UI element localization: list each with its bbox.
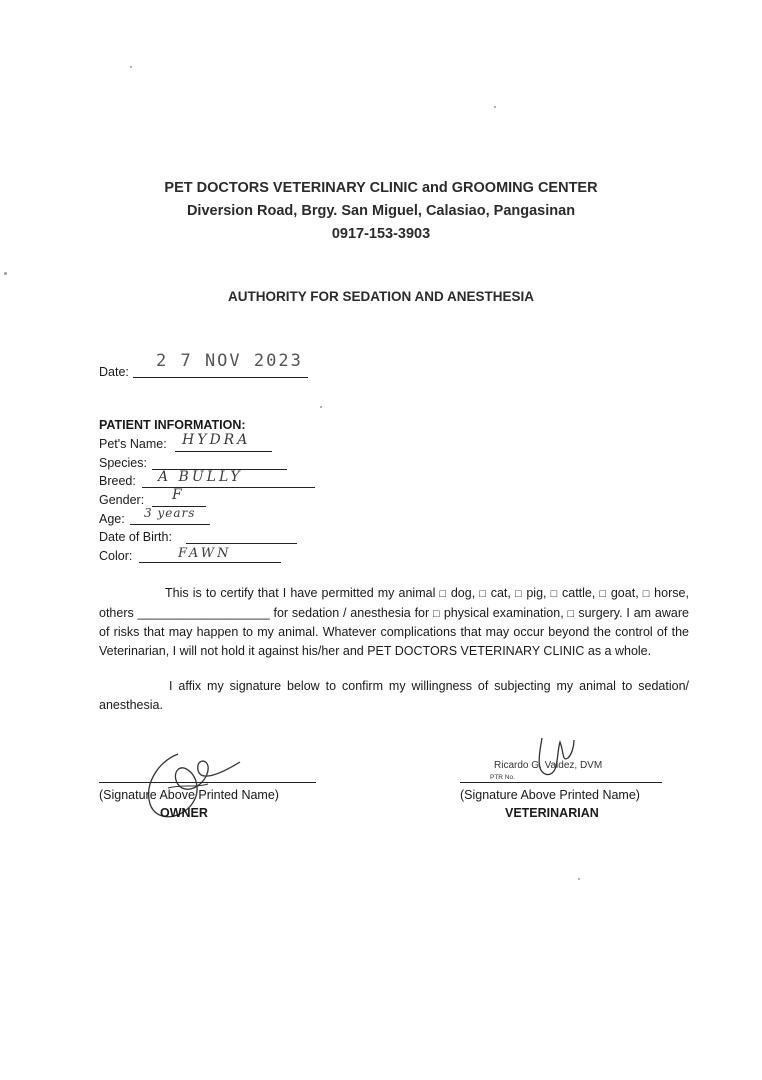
checkbox-horse: □ <box>642 588 651 600</box>
color-label: Color: <box>99 549 133 563</box>
sedation-text: for sedation / anesthesia for <box>273 605 430 620</box>
pet-name-label: Pet's Name: <box>99 437 167 451</box>
pet-name-line <box>175 451 272 452</box>
scan-speck <box>4 272 7 275</box>
checkbox-cat: □ <box>479 588 487 600</box>
date-stamp: 2 7 NOV 2023 <box>156 351 303 371</box>
cert-intro: This is to certify that I have permitted my animal <box>165 586 436 600</box>
breed-value: A BULLY <box>158 469 243 485</box>
color-line <box>139 562 281 563</box>
species-label: Species: <box>99 456 147 470</box>
dob-label: Date of Birth: <box>99 530 172 544</box>
animal-dog: dog, <box>450 586 476 600</box>
affirmation-paragraph: I affix my signature below to confirm my willingness of subjecting my animal to sedation/ anesthesia. <box>99 679 689 712</box>
dob-line <box>186 543 297 544</box>
form-title: AUTHORITY FOR SEDATION AND ANESTHESIA <box>227 289 534 304</box>
clinic-phone: 0917-153-3903 <box>331 226 431 242</box>
age-label: Age: <box>99 512 125 526</box>
checkbox-surgery: □ <box>567 607 575 620</box>
gender-value: F <box>172 487 185 503</box>
animal-cattle: cattle, <box>562 586 596 600</box>
vet-printed-name: Ricardo G. Valdez, DVM <box>494 760 603 771</box>
clinic-name: PET DOCTORS VETERINARY CLINIC and GROOMING CENTER <box>164 180 598 196</box>
vet-signature-image <box>528 734 580 784</box>
animal-goat: goat, <box>610 586 639 600</box>
animal-cat: cat, <box>490 586 511 600</box>
animal-pig: pig, <box>526 586 547 600</box>
scan-speck <box>130 66 132 68</box>
checkbox-goat: □ <box>599 588 607 600</box>
breed-label: Breed: <box>99 474 136 488</box>
certification-paragraph <box>99 584 689 660</box>
animal-horse: horse, <box>654 586 689 600</box>
others-label: others <box>99 605 134 620</box>
color-value: FAWN <box>178 546 232 561</box>
vet-role: VETERINARIAN <box>505 806 599 820</box>
vet-signature-caption: (Signature Above Printed Name) <box>460 788 640 802</box>
scan-speck <box>578 878 580 880</box>
gender-label: Gender: <box>99 493 145 507</box>
checkbox-cattle: □ <box>550 588 558 600</box>
scan-speck <box>494 106 496 108</box>
pet-name-value: HYDRA <box>182 432 251 448</box>
cert-rest: I am aware of risks that may happen to my animal. Whatever complications that may occur beyond the control of the Veterinarian, I will not hold it against his/her and PET DOCTORS VETERINARY CLINIC as a whole. <box>99 605 689 658</box>
checkbox-pig: □ <box>514 588 523 600</box>
age-value: 3 years <box>144 506 196 520</box>
clinic-address: Diversion Road, Brgy. San Miguel, Calasiao, Pangasinan <box>186 203 576 219</box>
owner-role: OWNER <box>160 806 208 820</box>
purpose-physical-exam: physical examination, <box>443 605 564 620</box>
breed-line <box>142 487 315 488</box>
purpose-surgery: surgery. <box>578 605 623 620</box>
patient-info-heading: PATIENT INFORMATION: <box>99 418 246 432</box>
checkbox-dog: □ <box>439 588 447 600</box>
age-line <box>130 524 210 525</box>
date-line <box>133 377 308 378</box>
owner-signature-caption: (Signature Above Printed Name) <box>99 788 279 802</box>
others-blank: ___________________ <box>137 605 270 620</box>
vet-signature-line <box>460 782 662 783</box>
owner-signature-line <box>99 782 316 783</box>
date-label: Date: <box>99 365 129 379</box>
scan-speck <box>320 406 322 408</box>
checkbox-physical-exam: □ <box>433 607 440 620</box>
vet-ptr-label: PTR No. <box>490 774 515 781</box>
